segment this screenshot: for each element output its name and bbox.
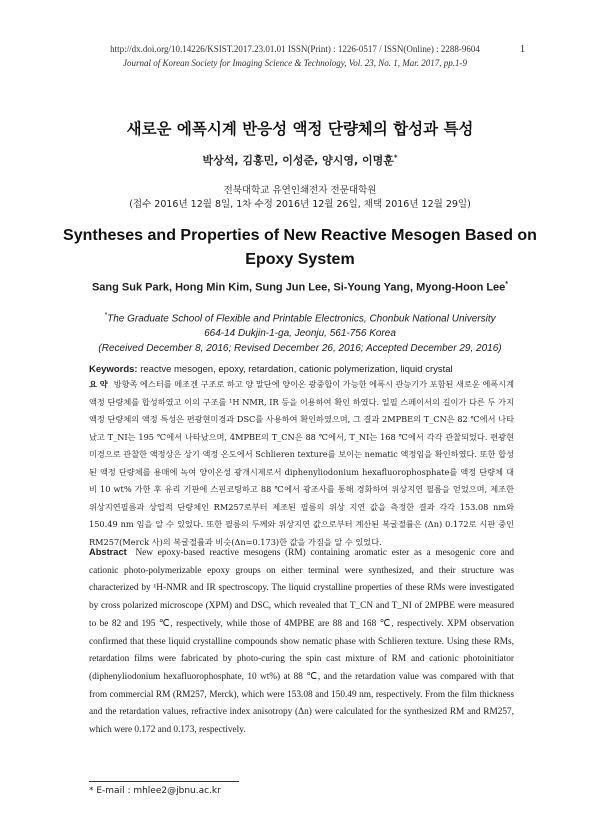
footnote-divider	[89, 781, 239, 782]
korean-abstract	[89, 376, 514, 551]
page-number: 1	[520, 44, 525, 55]
english-title: Syntheses and Properties of New Reactive Mesogen Based on Epoxy System	[63, 227, 537, 268]
korean-abstract-text: 방향족 에스터를 메조겐 구조로 하고 양 말단에 양이온 광중합이 가능한 에폭시 관능기가 포함된 새로운 에폭시계 액정 단량체를 합성하였고 이의 구조를 ¹H NMR, IR 등을 이용하여 확인 하였다. 일필 스페이서의 길이가 다른 두 가지 액정 단량체의 액정 특성은 편광현미경과 DSC를 사용하여 확인하였으며, 그 결과 2MPBE의 T_CN은 82 ℃에서 나타났고 T_NI는 195 ℃에서 나타났으며, 4MPBE의 T_CN은 88 ℃에서, T_NI는 168 ℃에서 각각 관찰되었다. 편광현미경으로 관찰한 액정상은 상기 액정 온도에서 Schlieren texture를 보이는 nematic 액정임을 확인하였다. 또한 합성된 액정 단량체를 용매에 녹여 양이온성 광개시제로서 diphenyliodonium hexafluorophosphate를 액정 단량체 대비 10 wt% 가한 후 유리 기판에 스핀코팅하고 88 ℃에서 광조사를 통해 경화하여 위상지연 필름을 얻었으며, 제조한 위상지연필름과 상업적 단량체인 RM257로부터 제조된 필름의 위상 지연 값을 측정한 결과 각각 153.08 nm와 150.49 nm 임을 알 수 있었다. 또한 필름의 두께와 위상지연 값으로부터 계산된 복굴절률은 (Δn) 0.172로 시판 중인 RM257(Merck 사)의 복굴절률과 비슷(Δn=0.173)한 값을 가짐을 알 수 있었다.	[89, 379, 515, 547]
korean-authors	[0, 152, 600, 168]
korean-author-names: 박상석, 김홍민, 이성준, 양시영, 이명훈	[202, 154, 394, 167]
english-affiliation	[0, 308, 600, 356]
affiliation-line-2: 664-14 Dukjin-1-ga, Jeonju, 561-756 Korea	[204, 328, 396, 340]
journal-citation: Journal of Korean Society for Imaging Science & Technology, Vol. 23, No. 1, Mar. 2017, pp.1-9	[122, 58, 468, 68]
keywords-label: Keywords:	[89, 364, 138, 375]
korean-affiliation: 전북대학교 유연인쇄전자 전문대학원	[223, 185, 377, 196]
keywords-text: reactve mesogen, epoxy, retardation, cationic polymerization, liquid crystal	[140, 364, 453, 375]
affiliation-institution: The Graduate School of Flexible and Printable Electronics, Chonbuk National University	[107, 313, 496, 325]
english-author-names: Sang Suk Park, Hong Min Kim, Sung Jun Lee, Si-Young Yang, Myong-Hoon Lee	[91, 281, 506, 294]
footnote-email: * E-mail : mhlee2@jbnu.ac.kr	[89, 786, 221, 796]
english-authors	[0, 281, 600, 294]
english-abstract	[89, 544, 514, 740]
keywords	[89, 364, 539, 375]
corresponding-author-mark: *	[505, 281, 509, 288]
korean-dates: (접수 2016년 12월 8일, 1차 수정 2016년 12월 26일, 채택 2016년 12월 29일)	[129, 199, 471, 210]
corresponding-author-mark: *	[393, 153, 398, 162]
english-abstract-label: Abstract	[89, 547, 127, 557]
affiliation-line-1	[0, 308, 600, 326]
korean-abstract-label: 요 약	[89, 379, 108, 389]
korean-title: 새로운 에폭시계 반응성 액정 단량체의 합성과 특성	[126, 120, 474, 138]
affiliation-mark: *	[104, 312, 108, 319]
english-abstract-text: New epoxy-based reactive mesogens (RM) containing aromatic ester as a mesogenic core and cationic photo-polymerizable epoxy groups on either terminal were synthesized, and their structure was characterized by ¹H-NMR and IR spectroscopy. The liquid crystalline properties of these RMs were investigated by cross polarized microscope (XPM) and DSC, which revealed that T_CN and T_NI of 2MPBE were measured to be 82 and 195 ℃, respectively, while those of 4MPBE are 88 and 168 ℃, respectively. XPM observation confirmed that these liquid crystalline compounds show nematic phase with Schlieren texture. Using these RMs, retardation films were fabricated by photo-curing the spin cast mixture of RM and cationic photoinitiator (diphenyliodonium hexafluorophosphate, 10 wt%) at 88 ℃, and the retardation value was compared with that from commercial RM (RM257, Merck), which were 153.08 and 150.49 nm, respectively. From the film thickness and the retardation values, refractive index anisotropy (Δn) were calculated for the synthesized RM and RM257, which were 0.172 and 0.173, respectively.	[89, 548, 514, 736]
english-dates: (Received December 8, 2016; Revised December 26, 2016; Accepted December 29, 2016)	[98, 343, 502, 355]
doi-issn-line: http://dx.doi.org/10.14226/KSIST.2017.23.01.01 ISSN(Print) : 1226-0517 / ISSN(Online) : 2288-9604	[110, 44, 480, 54]
